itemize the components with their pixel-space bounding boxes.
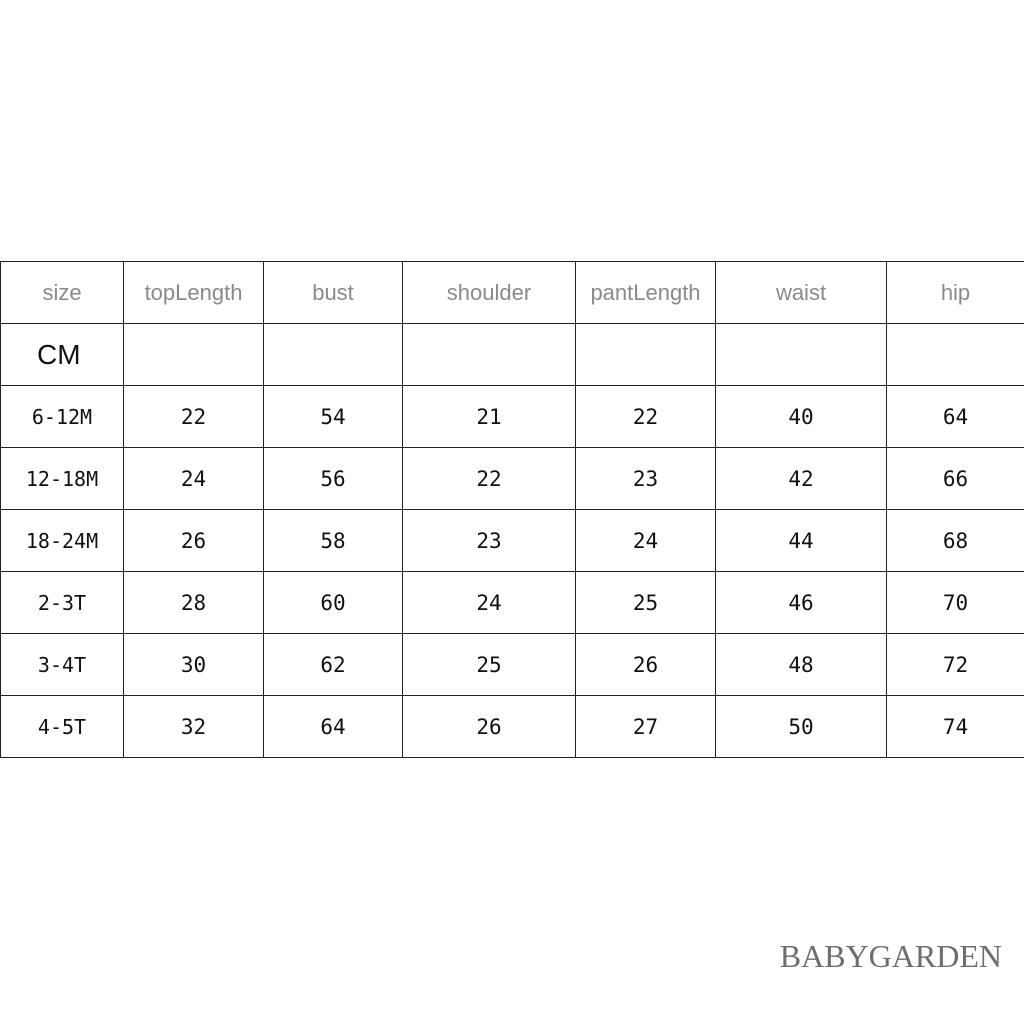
size-value: 6-12M — [1, 386, 124, 448]
hip-value: 64 — [887, 386, 1024, 448]
top-length-value: 22 — [124, 386, 264, 448]
header-pant-length: pantLength — [576, 262, 716, 324]
pant-length-value: 25 — [576, 572, 716, 634]
hip-value: 72 — [887, 634, 1024, 696]
unit-label: CM — [1, 324, 124, 386]
shoulder-value: 24 — [403, 572, 576, 634]
table-row — [1, 448, 1024, 510]
size-value: 18-24M — [1, 510, 124, 572]
size-value: 4-5T — [1, 696, 124, 758]
size-value: 12-18M — [1, 448, 124, 510]
table-row — [1, 634, 1024, 696]
shoulder-value: 21 — [403, 386, 576, 448]
header-size: size — [1, 262, 124, 324]
empty-cell — [887, 324, 1024, 386]
bust-value: 56 — [264, 448, 403, 510]
hip-value: 70 — [887, 572, 1024, 634]
waist-value: 44 — [716, 510, 887, 572]
unit-row — [1, 324, 1024, 386]
shoulder-value: 22 — [403, 448, 576, 510]
bust-value: 60 — [264, 572, 403, 634]
pant-length-value: 27 — [576, 696, 716, 758]
empty-cell — [716, 324, 887, 386]
shoulder-value: 26 — [403, 696, 576, 758]
empty-cell — [124, 324, 264, 386]
shoulder-value: 25 — [403, 634, 576, 696]
top-length-value: 26 — [124, 510, 264, 572]
header-hip: hip — [887, 262, 1024, 324]
waist-value: 42 — [716, 448, 887, 510]
pant-length-value: 24 — [576, 510, 716, 572]
empty-cell — [264, 324, 403, 386]
table-row — [1, 510, 1024, 572]
top-length-value: 32 — [124, 696, 264, 758]
pant-length-value: 26 — [576, 634, 716, 696]
table-row — [1, 572, 1024, 634]
size-chart-table — [0, 261, 1024, 758]
header-row — [1, 262, 1024, 324]
header-top-length: topLength — [124, 262, 264, 324]
bust-value: 62 — [264, 634, 403, 696]
hip-value: 74 — [887, 696, 1024, 758]
top-length-value: 28 — [124, 572, 264, 634]
shoulder-value: 23 — [403, 510, 576, 572]
empty-cell — [403, 324, 576, 386]
header-shoulder: shoulder — [403, 262, 576, 324]
size-value: 3-4T — [1, 634, 124, 696]
table-row — [1, 386, 1024, 448]
top-length-value: 30 — [124, 634, 264, 696]
bust-value: 54 — [264, 386, 403, 448]
waist-value: 48 — [716, 634, 887, 696]
header-bust: bust — [264, 262, 403, 324]
waist-value: 40 — [716, 386, 887, 448]
hip-value: 66 — [887, 448, 1024, 510]
size-value: 2-3T — [1, 572, 124, 634]
pant-length-value: 23 — [576, 448, 716, 510]
pant-length-value: 22 — [576, 386, 716, 448]
header-waist: waist — [716, 262, 887, 324]
waist-value: 46 — [716, 572, 887, 634]
empty-cell — [576, 324, 716, 386]
hip-value: 68 — [887, 510, 1024, 572]
waist-value: 50 — [716, 696, 887, 758]
top-length-value: 24 — [124, 448, 264, 510]
bust-value: 64 — [264, 696, 403, 758]
table-row — [1, 696, 1024, 758]
brand-watermark: BABYGARDEN — [779, 938, 1002, 974]
bust-value: 58 — [264, 510, 403, 572]
